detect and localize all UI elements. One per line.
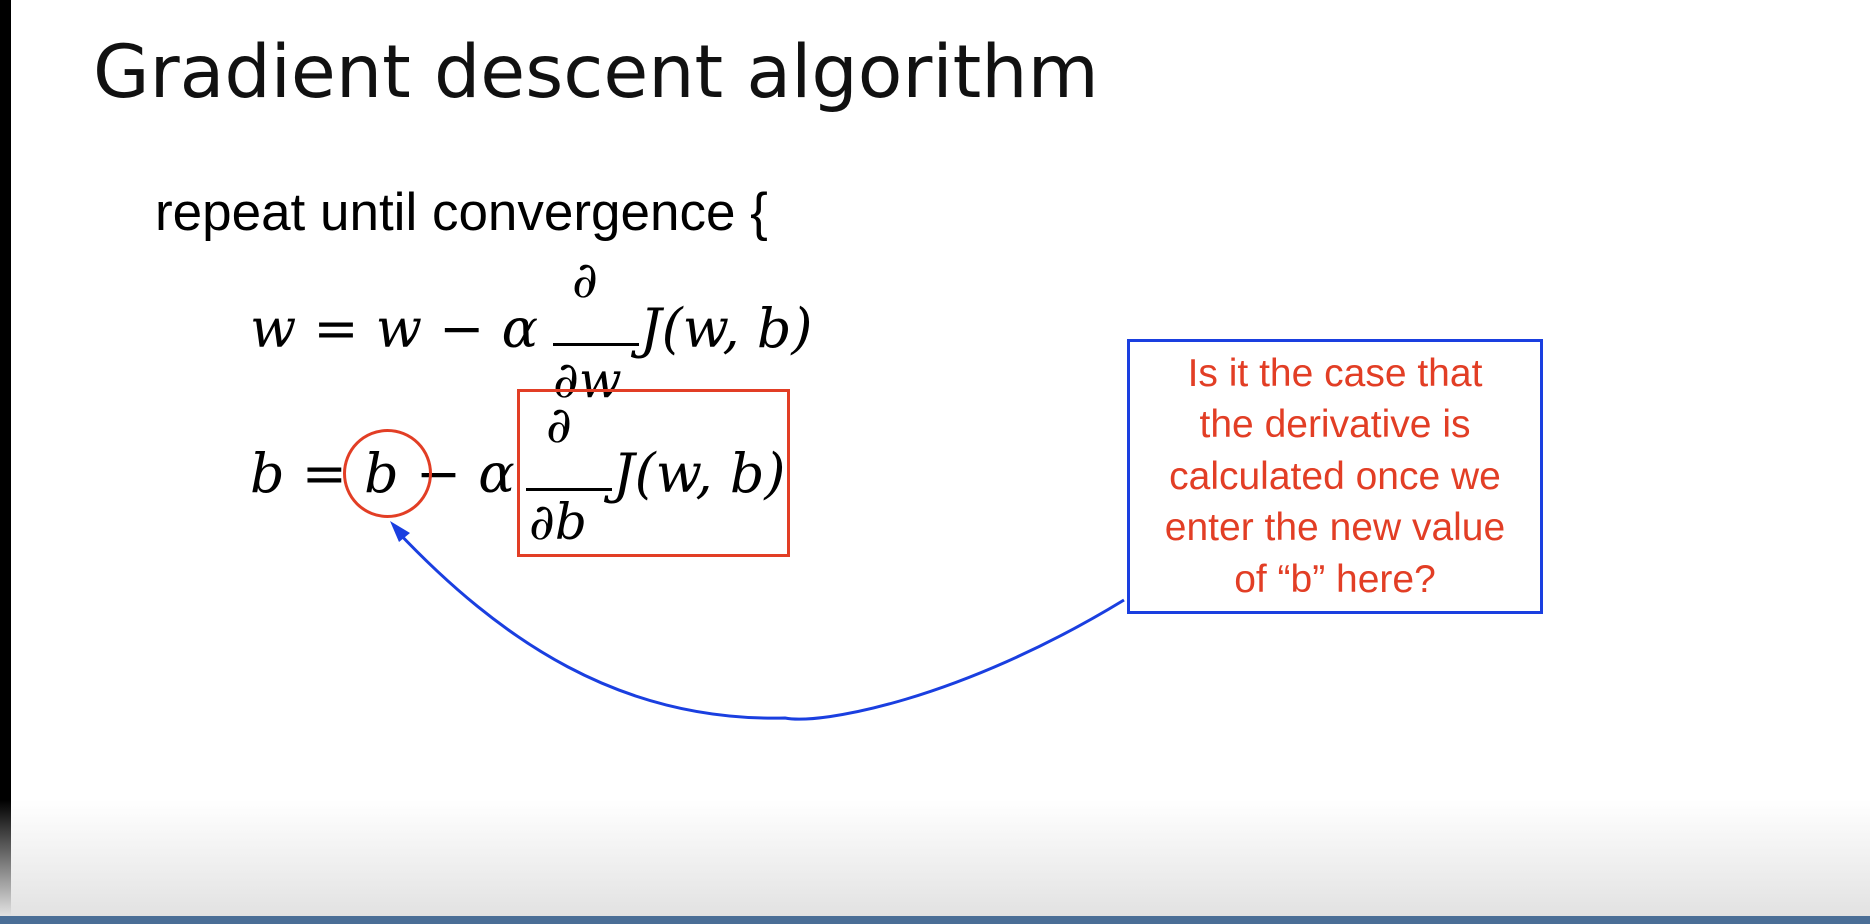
w-partial-denominator: ∂w	[553, 351, 622, 409]
w-partial-numerator: ∂	[572, 251, 598, 309]
b-partial-denominator: ∂b	[529, 493, 587, 551]
b-partial-numerator: ∂	[546, 396, 572, 454]
slide-title: Gradient descent algorithm	[93, 30, 1099, 115]
question-callout-box	[1127, 339, 1543, 614]
curved-arrow	[396, 530, 1124, 719]
video-progress-bar[interactable]	[0, 916, 1870, 924]
b-update-cost-term: J(w, b)	[613, 442, 786, 505]
w-update-lhs: w = w − α	[250, 297, 539, 360]
w-update-cost-term: J(w, b)	[640, 297, 813, 360]
bottom-shade	[0, 800, 1870, 916]
arrow-head-icon	[390, 521, 410, 542]
repeat-until-text: repeat until convergence {	[155, 183, 768, 242]
b-update-lhs: b = b − α	[250, 442, 515, 505]
question-callout-text: Is it the case that the derivative is calculated once we enter the new value of “b” here?	[1164, 351, 1506, 601]
